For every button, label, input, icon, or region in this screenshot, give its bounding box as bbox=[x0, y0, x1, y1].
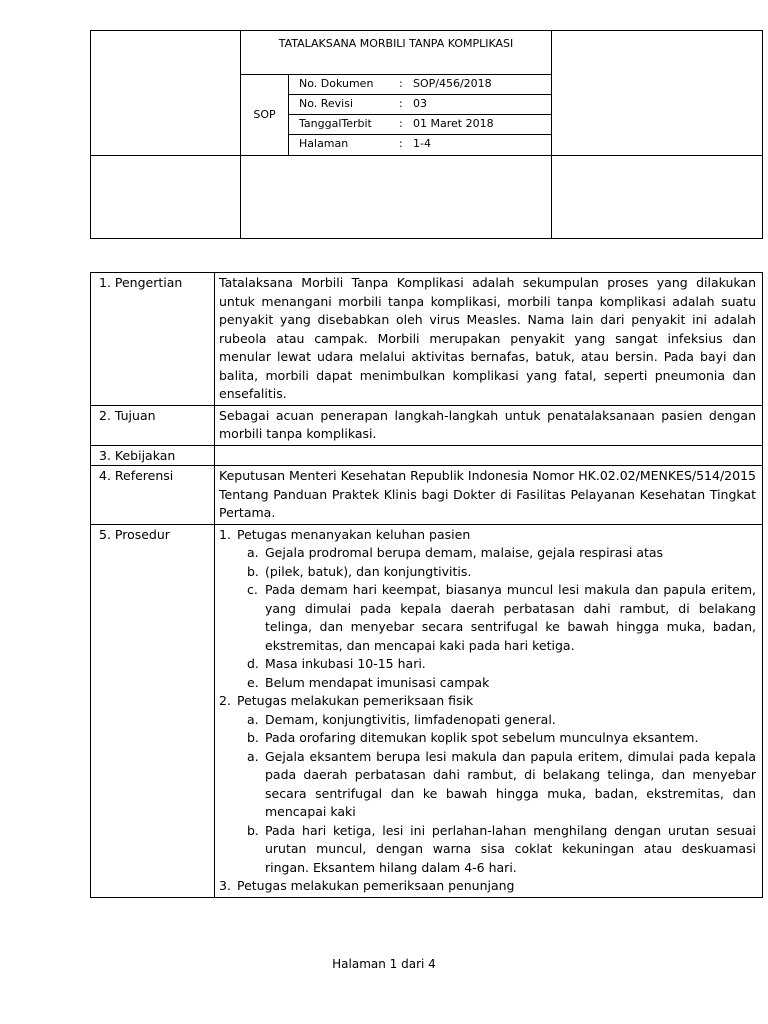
row-kebijakan bbox=[91, 445, 763, 466]
substep-item bbox=[237, 674, 756, 693]
procedure-steps bbox=[219, 526, 756, 896]
substep-list bbox=[237, 544, 756, 692]
section-content bbox=[215, 405, 763, 445]
logo-cell-right bbox=[552, 31, 763, 156]
step-number: 2. bbox=[219, 693, 231, 708]
meta-colon: : bbox=[399, 76, 403, 90]
row-referensi bbox=[91, 466, 763, 525]
step-number: 3. bbox=[219, 878, 231, 893]
row-prosedur bbox=[91, 524, 763, 897]
meta-colon: : bbox=[399, 117, 403, 131]
section-label: 1. Pengertian bbox=[91, 273, 215, 406]
substep-text: Pada hari ketiga, lesi ini perlahan-lahan menghilang dengan urutan sesuai urutan muncul, dengan warna sisa coklat kekuningan atau deskuamasi ringan. Eksantem hilang dalam 4-6 hari. bbox=[265, 822, 756, 875]
procedure-step bbox=[219, 526, 756, 693]
referensi-text: Keputusan Menteri Kesehatan Republik Indonesia Nomor HK.02.02/MENKES/514/2015 Tentang Panduan Praktek Klinis bagi Dokter di Fasilitas Pelayanan Kesehatan Tingkat Pertama. bbox=[219, 468, 756, 520]
step-text: Petugas melakukan pemeriksaan fisik bbox=[237, 693, 474, 708]
substep-text: (pilek, batuk), dan konjungtivitis. bbox=[265, 563, 472, 579]
section-content bbox=[215, 273, 763, 406]
page-footer: Halaman 1 dari 4 bbox=[332, 957, 436, 971]
meta-row-revisi bbox=[289, 94, 552, 114]
signature-cell-right bbox=[552, 155, 763, 238]
section-content bbox=[215, 524, 763, 897]
substep-letter: b. bbox=[247, 822, 259, 838]
meta-value: 1-4 bbox=[413, 137, 431, 151]
step-text: Petugas melakukan pemeriksaan penunjang bbox=[237, 878, 515, 893]
meta-label: No. Dokumen bbox=[299, 76, 374, 90]
substep-letter: b. bbox=[247, 730, 259, 745]
document-title: TATALAKSANA MORBILI TANPA KOMPLIKASI bbox=[241, 31, 552, 75]
substep-letter: a. bbox=[247, 545, 259, 560]
substep-list bbox=[237, 711, 756, 878]
substep-text: Pada demam hari keempat, biasanya muncul lesi makula dan papula eritem, yang dimulai pada kepala daerah perbatasan dahi rambut, di belakang telinga, dan menyebar secara sentrifugal ke bawah hingga muka, badan, ekstremitas, dan mencapai kaki pada hari ketiga. bbox=[265, 582, 756, 653]
substep-text: Gejala prodromal berupa demam, malaise, gejala respirasi atas bbox=[265, 545, 664, 560]
substep-item bbox=[237, 563, 756, 582]
signature-cell-center bbox=[241, 155, 552, 238]
substep-letter: a. bbox=[247, 748, 259, 764]
substep-item bbox=[237, 544, 756, 563]
tujuan-text: Sebagai acuan penerapan langkah-langkah untuk penatalaksanaan pasien dengan morbili tanpa komplikasi. bbox=[219, 407, 756, 441]
meta-colon: : bbox=[399, 96, 403, 110]
substep-letter: e. bbox=[247, 674, 259, 690]
step-text: Petugas menanyakan keluhan pasien bbox=[237, 526, 471, 542]
sop-label: SOP bbox=[241, 74, 289, 155]
substep-text: Gejala eksantem berupa lesi makula dan papula eritem, dimulai pada kepala pada daerah perbatasan dahi rambut, di belakang telinga, dan menyebar secara sentrifugal dan ke bawah hingga muka, badan, ekstremitas, dan mencapai kaki bbox=[265, 748, 756, 819]
signature-cell-left bbox=[91, 155, 241, 238]
meta-label: No. Revisi bbox=[299, 96, 354, 110]
step-number: 1. bbox=[219, 526, 231, 542]
substep-item bbox=[237, 748, 756, 822]
section-content bbox=[215, 445, 763, 466]
substep-item bbox=[237, 729, 756, 748]
substep-item bbox=[237, 711, 756, 730]
procedure-step bbox=[219, 692, 756, 877]
meta-row-halaman bbox=[289, 135, 552, 155]
procedure-step bbox=[219, 877, 756, 896]
meta-colon: : bbox=[399, 137, 403, 151]
substep-text: Demam, konjungtivitis, limfadenopati general. bbox=[265, 711, 556, 727]
section-label: 3. Kebijakan bbox=[91, 445, 215, 466]
pengertian-text: Tatalaksana Morbili Tanpa Komplikasi adalah sekumpulan proses yang dilakukan untuk menangani morbili tanpa komplikasi, morbili tanpa komplikasi adalah suatu penyakit yang disebabkan oleh virus Measles. Nama lain dari penyakit ini adalah rubeola atau campak. Morbili merupakan penyakit yang sangat infeksius dan menular lewat udara melalui aktivitas bernafas, batuk, atau bersin. Pada bayi dan balita, morbili dapat menimbulkan komplikasi yang fatal, seperti pneumonia dan ensefalitis. bbox=[219, 275, 756, 401]
meta-value: SOP/456/2018 bbox=[413, 76, 492, 90]
section-content bbox=[215, 466, 763, 525]
meta-value: 03 bbox=[413, 96, 427, 110]
substep-item bbox=[237, 822, 756, 878]
substep-letter: c. bbox=[247, 582, 258, 597]
row-tujuan bbox=[91, 405, 763, 445]
sop-content-table bbox=[90, 272, 763, 898]
meta-row-tanggal-terbit bbox=[289, 115, 552, 135]
meta-row-dokumen bbox=[289, 74, 552, 94]
section-label: 5. Prosedur bbox=[91, 524, 215, 897]
logo-cell-left bbox=[91, 31, 241, 156]
meta-value: 01 Maret 2018 bbox=[413, 117, 494, 131]
section-label: 4. Referensi bbox=[91, 466, 215, 525]
row-pengertian bbox=[91, 273, 763, 406]
section-label: 2. Tujuan bbox=[91, 405, 215, 445]
substep-letter: a. bbox=[247, 711, 259, 727]
substep-text: Pada orofaring ditemukan koplik spot sebelum munculnya eksantem. bbox=[265, 730, 699, 745]
substep-text: Masa inkubasi 10-15 hari. bbox=[265, 656, 426, 671]
substep-letter: d. bbox=[247, 656, 259, 671]
document-header bbox=[90, 30, 763, 239]
substep-item bbox=[237, 581, 756, 655]
substep-item bbox=[237, 655, 756, 674]
substep-text: Belum mendapat imunisasi campak bbox=[265, 674, 490, 690]
substep-letter: b. bbox=[247, 563, 259, 579]
meta-label: Halaman bbox=[299, 137, 349, 151]
meta-label: TanggalTerbit bbox=[299, 117, 372, 131]
